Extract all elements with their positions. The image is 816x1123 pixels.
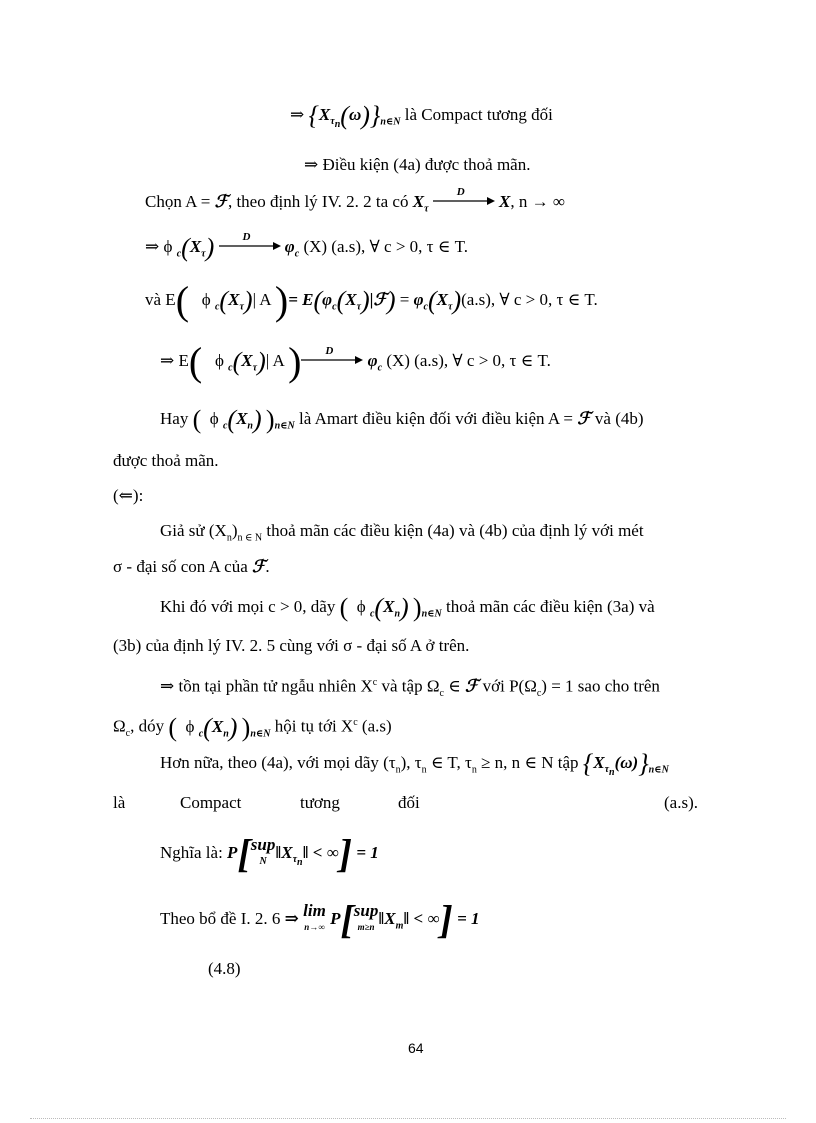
line-3b	[113, 635, 469, 657]
formula-x: X	[499, 192, 511, 211]
text-for-all-c: Khi đó với mọi c > 0, dãy	[160, 597, 340, 616]
line-expectation-converge	[160, 339, 551, 384]
line-choose-a	[145, 186, 565, 220]
text-condition-4a: ⇒ Điều kiện (4a) được thoả mãn.	[304, 155, 531, 174]
text-omega: Ω	[113, 716, 126, 736]
text-as: (a.s)	[357, 716, 392, 736]
text-3b: (3b) của định lý IV. 2. 5 cùng với σ - đại số A ở trên.	[113, 636, 470, 655]
text-lemma: Theo bổ đề I. 2. 6	[160, 909, 285, 928]
text-theorem-ref: , theo định lý IV. 2. 2 ta có	[227, 192, 413, 211]
script-f-symbol: ℱ	[252, 557, 266, 576]
implies-symbol: ⇒	[290, 105, 309, 124]
text-in-t: ∈ T, τ	[426, 753, 472, 772]
word-compact: Compact	[180, 793, 242, 812]
word-as: (a.s).	[664, 793, 698, 812]
text-choose-a: Chọn A =	[145, 192, 215, 211]
text-prob-one: ) = 1 sao cho trên	[541, 676, 660, 696]
line-satisfied	[113, 450, 219, 472]
text-compact: là Compact tương đối	[404, 105, 553, 124]
text-conditions: thoả mãn các điều kiện (4a) và (4b) của định lý với mét	[262, 521, 644, 540]
text-hay: Hay	[160, 409, 193, 428]
script-f-symbol: ℱ	[577, 409, 591, 428]
line-converse	[113, 485, 143, 507]
paren-close: )	[288, 339, 302, 384]
text-set-omega: và tập Ω	[377, 676, 440, 696]
line-phi-converge	[145, 231, 468, 265]
text-a: A	[255, 290, 275, 309]
text-in: ∈	[443, 676, 465, 696]
equation-number	[208, 958, 241, 980]
text-eq-num: (4.8)	[208, 959, 241, 978]
formula-lim-sup-prob: ⇒ lim n→∞ P[sup m≥n $‖X_m‖$ < ∞] = 1	[284, 897, 480, 942]
formula-varphi-c-x-tau: $\varphi_c(X_\tau)$	[413, 286, 462, 315]
arrow-d-converge: D	[219, 236, 281, 256]
line-lemma	[160, 897, 480, 942]
text-exists: ⇒ tồn tại phần tử ngẫu nhiên X	[160, 676, 373, 696]
text-as-forall: (X) (a.s), ∀ c > 0, τ ∈ T.	[299, 237, 468, 256]
text-set: ≥ n, n ∈ N tập	[476, 753, 583, 772]
arrow-d-converge: D	[433, 191, 495, 211]
text-as-forall: (X) (a.s), ∀ c > 0, τ ∈ T.	[382, 351, 551, 370]
text-sequence: , dóy	[130, 716, 169, 736]
paren-open: (	[175, 278, 190, 323]
text-meaning: Nghĩa là:	[160, 843, 228, 862]
implies-symbol: ⇒	[145, 237, 164, 256]
text-tau: ), τ	[400, 753, 422, 772]
text-a: A	[269, 351, 289, 370]
line-sigma-algebra: σ - đại số con A của ℱ.	[113, 557, 270, 576]
page-number: 64	[408, 1040, 424, 1056]
formula-phi-c-x-tau: ϕ $_c(X_\tau)|$	[193, 286, 256, 315]
formula-e-varphi: = $E(\varphi_c(X_\tau)|ℱ)$	[288, 286, 396, 315]
text-converge-to: hội tụ tới X	[274, 716, 354, 736]
word-la: là	[113, 793, 126, 812]
text-va-e: và E	[145, 290, 176, 309]
formula-set-x-tau: $\{X_{\tau_n}(\omega)\}_{n\in N}$	[582, 749, 669, 779]
paren-close: )	[274, 278, 289, 323]
formula-varphi-c: $\varphi_c$	[367, 351, 383, 374]
line-suppose: Giả sử $(X_n)_{n \in N}$ thoả mãn các điều kiện (4a) và (4b) của định lý với mét	[160, 521, 644, 544]
text-amart: là Amart điều kiện đối với điều kiện A =	[299, 409, 578, 428]
formula-phi-c-x-n-seq: ( ϕ $_c(X_n)$ )$_{n\in N}$	[192, 405, 295, 434]
paren-open: (	[188, 339, 203, 384]
formula-varphi-c: $\varphi_c$	[284, 237, 300, 260]
text-moreover: Hơn nữa, theo (4a), với mọi dãy (τ	[160, 753, 396, 772]
formula-phi-c-x-tau: ϕ $_c(X_\tau)|$	[206, 347, 270, 376]
formula-phi-c-x-n-seq: ( ϕ $_c(X_n)$ )$_{n\in N}$	[339, 593, 442, 622]
script-f-symbol: ℱ	[214, 192, 228, 211]
text-converse: (⇐):	[113, 486, 144, 505]
line-hay-amart	[160, 405, 644, 437]
text-n-infinity: , n → ∞	[510, 192, 565, 211]
line-condition-4a	[304, 154, 530, 176]
text-sigma-algebra: σ - đại số con A của	[113, 557, 252, 576]
word-tuong: tương	[300, 793, 340, 812]
text-implies-e: ⇒ E	[160, 351, 189, 370]
text-3a: thoả mãn các điều kiện (3a) và	[446, 597, 655, 616]
line-moreover: Hơn nữa, theo (4a), với mọi dãy $(\tau_n)$, $\tau_n$ ∈ T, $\tau_n \ge n$, n ∈ N tập $\{X_{\tau_n}(\omega)\}_{n\in N}$	[160, 749, 669, 779]
word-doi: đối	[398, 793, 420, 812]
line-for-all-c	[160, 593, 655, 625]
text-prob: với P(Ω	[478, 676, 537, 696]
formula-sup-prob: P[sup N $‖X_{\tau_n}‖$ < ∞] = 1	[227, 831, 379, 876]
footer-divider	[30, 1118, 786, 1119]
formula-phi-c-x-n-seq: ( ϕ $_c(X_n)$ )$_{n\in N}$	[168, 712, 271, 742]
line-meaning	[160, 831, 379, 876]
script-f-symbol: ℱ	[465, 676, 479, 696]
arrow-d-converge: D	[301, 350, 363, 370]
text-4b: và (4b)	[590, 409, 644, 428]
line-sequence-converge: $\Omega_c$, dóy ( ϕ $_c(X_n)$ )$_{n\in N}$ hội tụ tới $X^c$ (a.s)	[113, 712, 392, 742]
line-conditional-expectation: và E( ϕ $_c(X_\tau)|$ A )= $E(\varphi_c(X_\tau)|ℱ) = \varphi_c(X_\tau)(a.s)$, ∀ c > 0, τ ∈ T.	[145, 278, 598, 323]
formula-set-x-tau: $\{X_{\tau_n}(\omega)\}_{n\in N}$	[308, 101, 401, 131]
text-as-forall: (a.s), ∀ c > 0, τ ∈ T.	[461, 290, 598, 309]
line-compact	[290, 101, 553, 136]
formula-phi-c-x-tau: ϕ $_c(X_\tau)$	[163, 233, 215, 262]
line-exists: ⇒ tồn tại phần tử ngẫu nhiên $X^c$ và tập $\Omega_c$ ∈ ℱ với $P(\Omega_c) = 1$ sao cho trên	[160, 676, 660, 700]
formula-x-tau: $X_\tau$	[412, 192, 429, 215]
text-satisfied: được thoả mãn.	[113, 451, 219, 470]
text-suppose: Giả sử (X	[160, 521, 227, 540]
